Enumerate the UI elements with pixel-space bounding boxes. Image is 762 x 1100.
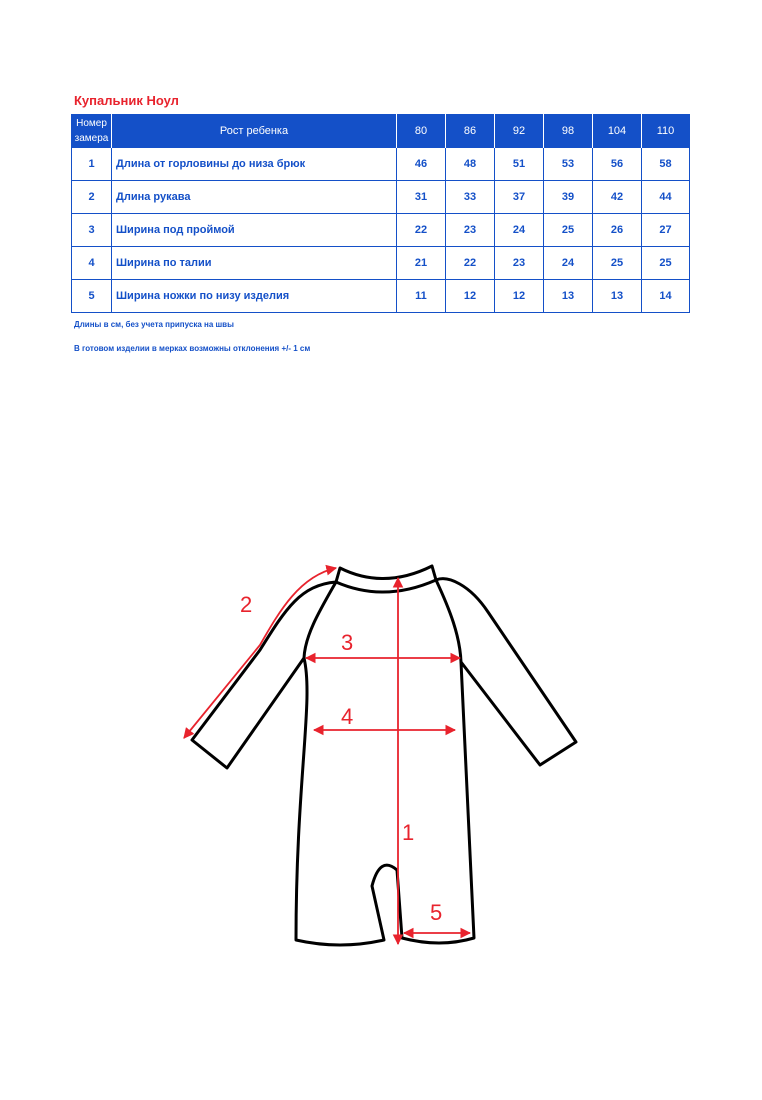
measure-label-1: 1 — [402, 820, 415, 845]
header-size: 92 — [495, 115, 544, 148]
row-value: 26 — [593, 214, 642, 247]
row-value: 39 — [544, 181, 593, 214]
row-parameter: Ширина ножки по низу изделия — [112, 280, 397, 313]
row-value: 58 — [642, 148, 690, 181]
row-value: 12 — [495, 280, 544, 313]
row-value: 13 — [593, 280, 642, 313]
row-value: 44 — [642, 181, 690, 214]
row-value: 24 — [544, 247, 593, 280]
note-measurement-units: Длины в см, без учета припуска на швы — [74, 320, 234, 329]
header-size: 98 — [544, 115, 593, 148]
row-value: 46 — [397, 148, 446, 181]
header-measure-number: Номер замера — [72, 115, 112, 148]
row-value: 53 — [544, 148, 593, 181]
row-parameter: Длина рукава — [112, 181, 397, 214]
page-title: Купальник Ноул — [74, 93, 179, 108]
row-value: 56 — [593, 148, 642, 181]
row-number: 1 — [72, 148, 112, 181]
row-value: 25 — [642, 247, 690, 280]
row-value: 42 — [593, 181, 642, 214]
row-value: 23 — [495, 247, 544, 280]
note-tolerance: В готовом изделии в мерках возможны отклонения +/- 1 см — [74, 344, 311, 353]
header-child-height: Рост ребенка — [112, 115, 397, 148]
left-raglan-seam — [304, 582, 336, 658]
header-size: 104 — [593, 115, 642, 148]
row-value: 13 — [544, 280, 593, 313]
row-parameter: Ширина под проймой — [112, 214, 397, 247]
swimsuit-body-shape — [192, 579, 576, 945]
row-value: 22 — [397, 214, 446, 247]
header-size: 80 — [397, 115, 446, 148]
row-number: 2 — [72, 181, 112, 214]
row-value: 37 — [495, 181, 544, 214]
measure-line-2 — [184, 568, 336, 738]
row-value: 25 — [544, 214, 593, 247]
row-parameter: Длина от горловины до низа брюк — [112, 148, 397, 181]
swimsuit-outline — [192, 566, 576, 945]
measure-label-2: 2 — [240, 592, 253, 617]
header-size: 110 — [642, 115, 690, 148]
row-value: 24 — [495, 214, 544, 247]
measure-label-5: 5 — [430, 900, 443, 925]
row-parameter: Ширина по талии — [112, 247, 397, 280]
row-value: 25 — [593, 247, 642, 280]
row-number: 4 — [72, 247, 112, 280]
row-number: 5 — [72, 280, 112, 313]
row-value: 33 — [446, 181, 495, 214]
row-value: 48 — [446, 148, 495, 181]
measure-label-3: 3 — [341, 630, 354, 655]
row-value: 31 — [397, 181, 446, 214]
row-value: 21 — [397, 247, 446, 280]
measurement-lines — [184, 568, 470, 944]
row-value: 23 — [446, 214, 495, 247]
collar-shape — [336, 566, 436, 592]
row-value: 14 — [642, 280, 690, 313]
row-value: 11 — [397, 280, 446, 313]
measure-label-4: 4 — [341, 704, 354, 729]
row-value: 27 — [642, 214, 690, 247]
row-value: 22 — [446, 247, 495, 280]
right-raglan-seam — [436, 580, 461, 662]
row-value: 12 — [446, 280, 495, 313]
header-size: 86 — [446, 115, 495, 148]
row-value: 51 — [495, 148, 544, 181]
row-number: 3 — [72, 214, 112, 247]
